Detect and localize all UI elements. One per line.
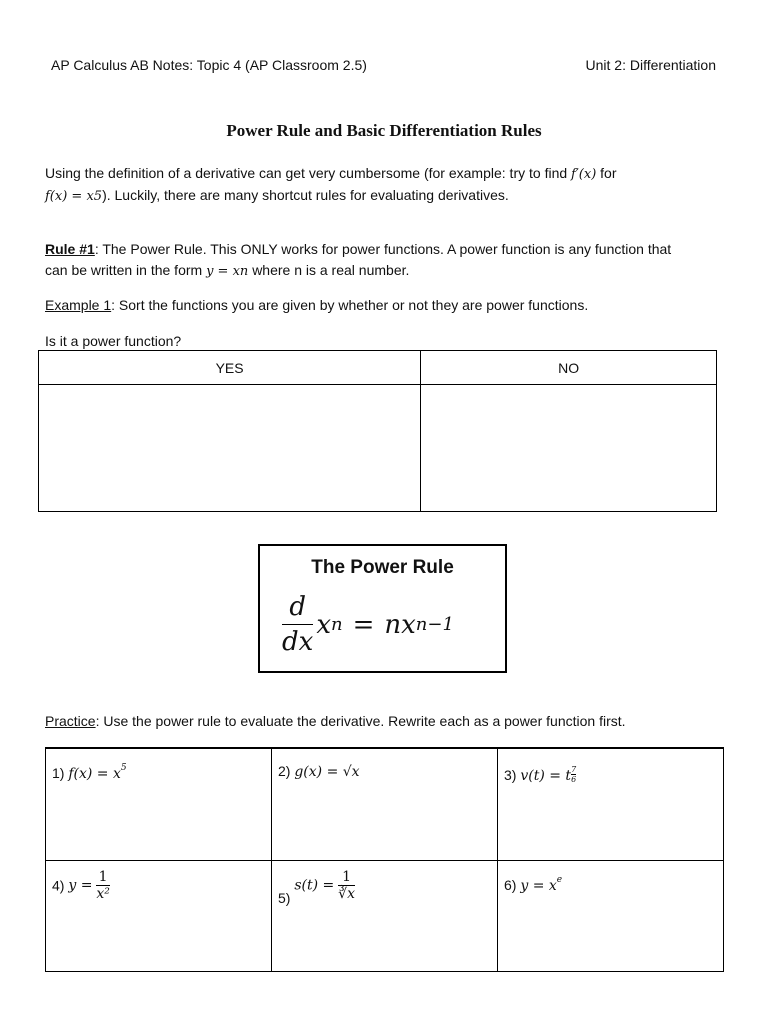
item-number: 4): [52, 877, 65, 894]
item-fraction-exponent: [571, 765, 576, 784]
rule1-text-2: can be written in the form: [45, 262, 203, 278]
equals-sign: =: [352, 609, 375, 640]
example1-label: Example 1: [45, 297, 112, 313]
rule1-math: y = x: [206, 264, 240, 279]
x-exponent: n: [330, 614, 343, 635]
example1-text: : Sort the functions you are given by whether or not they are power functions.: [111, 297, 589, 313]
derivative-operator: [282, 590, 313, 659]
rule1-text: : The Power Rule. This ONLY works for power functions. A power function is any function that: [94, 241, 672, 257]
power-rule-formula: [282, 590, 454, 659]
power-rule-title: The Power Rule: [311, 557, 454, 578]
practice-table: [45, 747, 724, 972]
yes-column-header: YES: [39, 351, 421, 385]
practice-cell-6[interactable]: [498, 861, 724, 972]
practice-item-5: [278, 869, 355, 906]
item-expression: f(x) = x: [68, 766, 121, 782]
intro-text-2: ). Luckily, there are many shortcut rules for evaluating derivatives.: [102, 187, 509, 203]
sort-table: [38, 350, 717, 512]
intro-text: Using the definition of a derivative can get very cumbersome (for example: try to find: [45, 165, 568, 181]
rhs-exponent: n−1: [415, 614, 454, 635]
derivative-numerator: d: [289, 592, 306, 622]
power-rule-box: [258, 544, 507, 673]
rule1-math-exponent: n: [239, 264, 249, 279]
intro-paragraph: [45, 163, 735, 207]
practice-cell-4[interactable]: [46, 861, 272, 972]
intro-math-function: f(x) = x: [45, 189, 94, 204]
practice-item-3: [504, 765, 576, 784]
intro-math-exponent: 5: [93, 189, 103, 204]
fraction-numerator: 1: [342, 869, 352, 885]
practice-cell-3[interactable]: [498, 748, 724, 861]
intro-for: for: [600, 165, 617, 181]
practice-item-1: [52, 763, 127, 782]
practice-paragraph: [45, 711, 735, 732]
x-term: x: [316, 609, 331, 640]
practice-item-4: [52, 869, 110, 902]
item-lhs: y =: [68, 877, 93, 894]
rule1-paragraph: [45, 239, 735, 282]
practice-cell-2[interactable]: [272, 748, 498, 861]
item-number: 6): [504, 877, 517, 893]
item-fraction: [96, 869, 110, 902]
item-number: 5): [278, 890, 291, 907]
practice-cell-1[interactable]: [46, 748, 272, 861]
item-expression: v(t) = t: [520, 768, 572, 784]
fraction-denominator: x²: [96, 886, 110, 902]
exponent-denominator: 6: [571, 775, 577, 784]
item-expression: y = x: [520, 878, 557, 894]
power-function-question: Is it a power function?: [45, 333, 182, 349]
practice-text: : Use the power rule to evaluate the derivative. Rewrite each as a power function first.: [95, 713, 626, 729]
item-number: 3): [504, 767, 517, 783]
header-left: AP Calculus AB Notes: Topic 4 (AP Classroom 2.5): [51, 57, 367, 73]
practice-item-2: [278, 763, 360, 780]
example1-paragraph: [45, 295, 735, 316]
item-fraction: [338, 869, 355, 902]
item-number: 1): [52, 765, 65, 781]
no-column-header: NO: [421, 351, 717, 385]
item-expression: g(x) = √x: [294, 764, 360, 780]
rule1-label: Rule #1: [45, 241, 95, 257]
fraction-numerator: 1: [98, 869, 108, 885]
item-exponent: e: [556, 875, 563, 885]
yes-column-cell[interactable]: [39, 385, 421, 512]
item-exponent: 5: [120, 763, 127, 773]
rhs-term: nx: [384, 609, 416, 640]
rule1-text-3: where n is a real number.: [252, 262, 410, 278]
derivative-denominator: dx: [282, 627, 314, 657]
item-number: 2): [278, 763, 291, 779]
practice-item-6: [504, 875, 562, 894]
item-lhs: s(t) =: [294, 877, 335, 894]
fraction-denominator: ∛x: [338, 886, 355, 902]
exponent-numerator: 7: [571, 765, 577, 774]
intro-math-derivative: f′(x): [571, 167, 597, 182]
no-column-cell[interactable]: [421, 385, 717, 512]
practice-label: Practice: [45, 713, 96, 729]
header-right: Unit 2: Differentiation: [585, 57, 716, 73]
page-title: Power Rule and Basic Differentiation Rules: [226, 121, 542, 140]
practice-cell-5[interactable]: [272, 861, 498, 972]
